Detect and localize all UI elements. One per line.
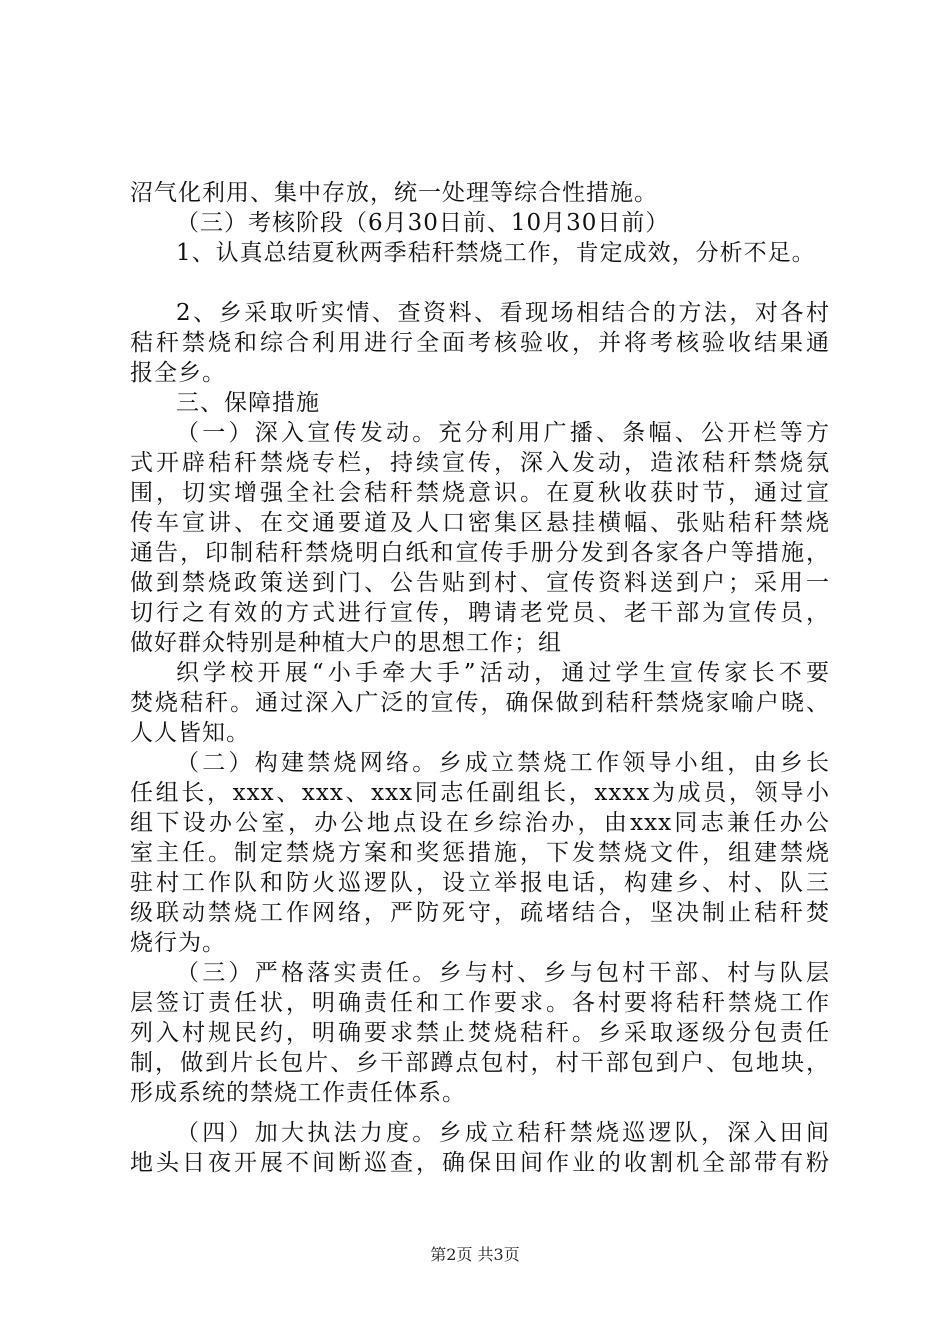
text-line: 2、乡采取听实情、查资料、看现场相结合的方法，对各村: [176, 300, 830, 326]
text-line: 人人皆知。: [130, 720, 250, 746]
text-line: 驻村工作队和防火巡逻队，设立举报电话，构建乡、村、队三: [130, 870, 830, 896]
section-heading: （三）考核阶段（6月30日前、10月30日前）: [176, 210, 670, 236]
text-line: 室主任。制定禁烧方案和奖惩措施，下发禁烧文件，组建禁烧: [130, 840, 830, 866]
text-line: 传车宣讲、在交通要道及人口密集区悬挂横幅、张贴秸秆禁烧: [130, 510, 830, 536]
text-line: 制，做到片长包片、乡干部蹲点包村，村干部包到户、包地块，: [130, 1050, 830, 1076]
text-line: 焚烧秸秆。通过深入广泛的宣传，确保做到秸秆禁烧家喻户晓、: [130, 690, 830, 716]
text-line: （三）严格落实责任。乡与村、乡与包村干部、村与队层: [176, 960, 830, 986]
text-line: 式开辟秸秆禁烧专栏，持续宣传，深入发动，造浓秸秆禁烧氛: [130, 450, 830, 476]
text-line: 沼气化利用、集中存放，统一处理等综合性措施。: [130, 180, 658, 206]
text-line: 1、认真总结夏秋两季秸秆禁烧工作，肯定成效，分析不足。: [176, 240, 816, 266]
text-line: （四）加大执法力度。乡成立秸秆禁烧巡逻队，深入田间: [176, 1120, 830, 1146]
text-line: 级联动禁烧工作网络，严防死守，疏堵结合，坚决制止秸秆焚: [130, 900, 830, 926]
text-line: 织学校开展“小手牵大手”活动，通过学生宣传家长不要: [176, 660, 830, 686]
text-line: 做好群众特别是种植大户的思想工作；组: [130, 630, 562, 656]
text-line: 列入村规民约，明确要求禁止焚烧秸秆。乡采取逐级分包责任: [130, 1020, 830, 1046]
text-line: 地头日夜开展不间断巡查，确保田间作业的收割机全部带有粉: [130, 1150, 830, 1176]
text-line: 任组长，xxx、xxx、xxx同志任副组长，xxxx为成员，领导小: [130, 780, 830, 806]
text-line: 做到禁烧政策送到门、公告贴到村、宣传资料送到户；采用一: [130, 570, 830, 596]
text-line: 秸秆禁烧和综合利用进行全面考核验收，并将考核验收结果通: [130, 330, 830, 356]
text-line: 报全乡。: [130, 360, 226, 386]
text-line: 组下设办公室，办公地点设在乡综治办，由xxx同志兼任办公: [130, 810, 830, 836]
text-line: 围，切实增强全社会秸秆禁烧意识。在夏秋收获时节，通过宣: [130, 480, 830, 506]
text-line: 层签订责任状，明确责任和工作要求。各村要将秸秆禁烧工作: [130, 990, 830, 1016]
text-line: （一）深入宣传发动。充分利用广播、条幅、公开栏等方: [176, 420, 830, 446]
text-line: 通告，印制秸秆禁烧明白纸和宣传手册分发到各家各户等措施，: [130, 540, 830, 566]
text-line: 切行之有效的方式进行宣传，聘请老党员、老干部为宣传员，: [130, 600, 830, 626]
text-line: 烧行为。: [130, 930, 226, 956]
section-heading: 三、保障措施: [176, 390, 320, 416]
text-line: （二）构建禁烧网络。乡成立禁烧工作领导小组，由乡长: [176, 750, 830, 776]
text-line: 形成系统的禁烧工作责任体系。: [130, 1080, 466, 1106]
page-number-footer: 第2页 共3页: [430, 1245, 520, 1264]
